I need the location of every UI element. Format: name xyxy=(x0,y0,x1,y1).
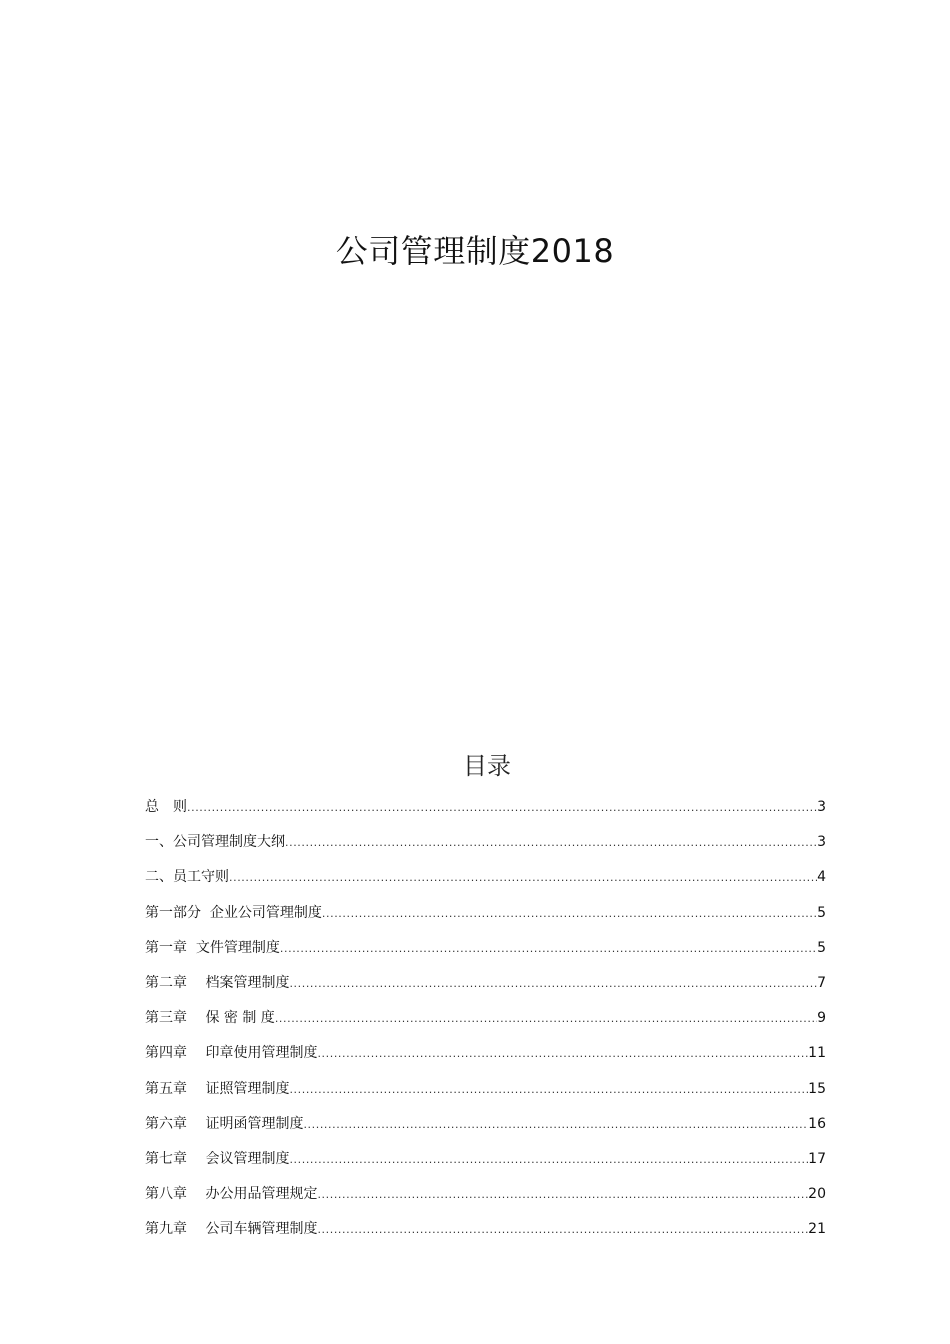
document-title: 公司管理制度2018 xyxy=(335,232,615,270)
toc-entry-label: 总 则 xyxy=(145,799,187,815)
toc-dot-leader xyxy=(229,860,817,895)
toc-dot-leader xyxy=(187,790,817,825)
toc-entry-label: 第五章 证照管理制度 xyxy=(145,1080,290,1097)
toc-dot-leader xyxy=(317,1177,808,1212)
toc-entry-label: 第八章 办公用品管理规定 xyxy=(145,1186,318,1203)
toc-entry-chapter-7[interactable] xyxy=(145,1142,826,1177)
toc-entry-general[interactable] xyxy=(145,790,826,825)
toc-entry-chapter-1[interactable] xyxy=(145,931,826,966)
toc-entry-chapter-5[interactable] xyxy=(145,1072,826,1107)
toc-page-number: 17 xyxy=(808,1150,826,1167)
toc-entry-label: 一、公司管理制度大纲 xyxy=(145,834,285,851)
toc-page-number: 15 xyxy=(808,1080,826,1097)
toc-dot-leader xyxy=(322,896,817,931)
toc-entry-label: 第一部分 企业公司管理制度 xyxy=(145,904,322,921)
toc-entry-label: 第九章 公司车辆管理制度 xyxy=(145,1221,318,1238)
toc-page-number: 7 xyxy=(817,974,826,991)
toc-entry-label: 第七章 会议管理制度 xyxy=(145,1150,290,1167)
toc-dot-leader xyxy=(317,1212,808,1247)
toc-entry-chapter-8[interactable] xyxy=(145,1177,826,1212)
toc-dot-leader xyxy=(285,825,817,860)
toc-page-number: 21 xyxy=(808,1221,826,1238)
toc-entry-label: 二、员工守则 xyxy=(145,869,229,886)
toc-entry-chapter-9[interactable] xyxy=(145,1212,826,1247)
toc-page-number: 3 xyxy=(817,834,826,851)
toc-entry-outline[interactable] xyxy=(145,825,826,860)
toc-entry-chapter-4[interactable] xyxy=(145,1036,826,1071)
toc-entry-chapter-6[interactable] xyxy=(145,1107,826,1142)
toc-entry-label: 第二章 档案管理制度 xyxy=(145,974,290,991)
toc-page-number: 16 xyxy=(808,1115,826,1132)
toc-page-number: 9 xyxy=(817,1010,826,1027)
toc-dot-leader xyxy=(280,931,817,966)
toc-entry-label: 第四章 印章使用管理制度 xyxy=(145,1045,318,1062)
toc-entry-label: 第三章 保 密 制 度 xyxy=(145,1010,275,1027)
toc-page-number: 5 xyxy=(817,939,826,956)
toc-entry-label: 第六章 证明函管理制度 xyxy=(145,1115,304,1132)
toc-page-number: 5 xyxy=(817,904,826,921)
toc-page-number: 20 xyxy=(808,1186,826,1203)
toc-entry-employee-rules[interactable] xyxy=(145,860,826,895)
toc-dot-leader xyxy=(289,966,817,1001)
toc-page-number: 3 xyxy=(817,799,826,815)
toc-dot-leader xyxy=(289,1142,808,1177)
toc-heading: 目录 xyxy=(463,752,511,780)
toc-entry-chapter-3[interactable] xyxy=(145,1001,826,1036)
toc-entry-chapter-2[interactable] xyxy=(145,966,826,1001)
toc-dot-leader xyxy=(275,1001,817,1036)
table-of-contents xyxy=(145,790,826,1247)
toc-page-number: 4 xyxy=(817,869,826,886)
toc-dot-leader xyxy=(303,1107,808,1142)
toc-entry-label: 第一章 文件管理制度 xyxy=(145,939,280,956)
toc-dot-leader xyxy=(289,1072,808,1107)
toc-dot-leader xyxy=(317,1036,808,1071)
toc-entry-part-one[interactable] xyxy=(145,896,826,931)
toc-page-number: 11 xyxy=(808,1045,826,1062)
